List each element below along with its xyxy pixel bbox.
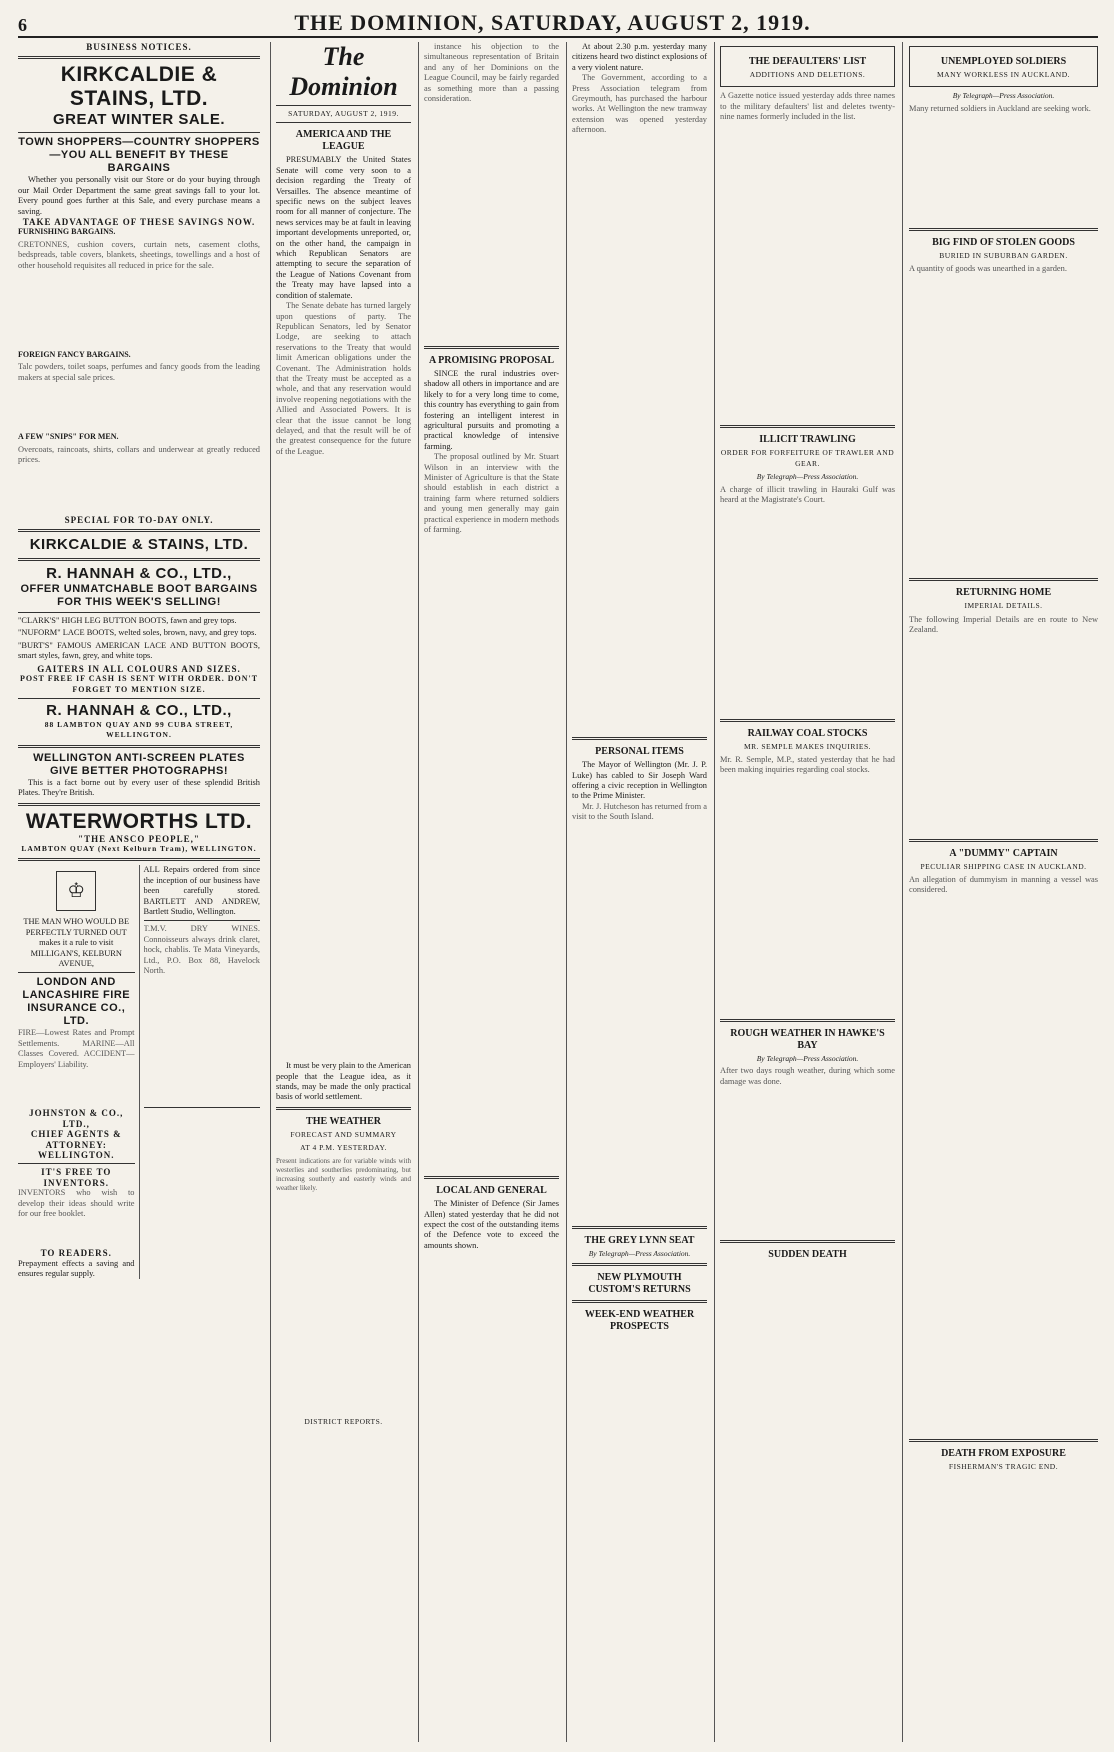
ad-hannah-address: 88 LAMBTON QUAY AND 99 CUBA STREET, WELLINGTON. xyxy=(44,719,234,740)
ad-hannah-footer: R. HANNAH & CO., LTD., xyxy=(46,701,232,719)
tailor-emblem-icon: ♔ xyxy=(56,871,96,911)
editorial-body: PRESUMABLY the United States Senate will come very soon to a decision regarding the Treaty of Versailles. The absence meantime of specific news on the subject leaves room for all manner of conjecture. The news services may be at fault in leaving important developments unreported, or, on the other hand, the campaign in which Republican Senators are attempting to secure the separation of the League of Nations Covenant from the Treaty may have lapsed into a condition of stalemate. xyxy=(276,155,411,300)
exposure-headline: DEATH FROM EXPOSURE xyxy=(941,1448,1066,1460)
newspaper-title: THE DOMINION, SATURDAY, AUGUST 2, 1919. xyxy=(294,10,811,35)
business-notices-column: BUSINESS NOTICES. KIRKCALDIE & STAINS, LTD. GREAT WINTER SALE. TOWN SHOPPERS—COUNTRY SHOPPERS—YOU ALL BENEFIT BY THESE BARGAINS Whether you personally visit our Store or do your buying through our Mail Order Department the same great savings fall to your lot. Every pound goes further at this Sale, and every purchase means a saving. TAKE ADVANTAGE OF THESE SAVINGS NOW. FURNISHING BARGAINS. CRETONNES, cushion covers, curtain nets, casement cloths, bedspreads, table covers, blankets, sheetings, towellings and a host of other household requisites all reduced in price for the sale. FOREIGN FANCY BARGAINS. Talc powders, toilet soaps, perfumes and fancy goods from the leading makers at special sale prices. A FEW "SNIPS" FOR MEN. Overcoats, raincoats, shirts, collars and underwear at greatly reduced prices. SPECIAL FOR TO-DAY ONLY. KIRKCALDIE & STAINS, LTD. R. HANNAH & CO., LTD., OFFER UNMATCHABLE BOOT BARGAINS FOR THIS WEEK'S SELLING! "CLARK'S" HIGH LEG BUTTON BOOTS, fawn and grey tops. "NUFORM" LACE BOOTS, welted soles, brown, navy, and grey tops. "BURT'S" FAMOUS AMERICAN LACE AND BUTTON BOOTS, smart styles, fawn, grey, and white tops. GAITERS IN ALL COLOURS AND SIZES. POST FREE IF CASH IS SENT WITH ORDER. DON'T FORGET TO MENTION SIZE. R. HANNAH & CO., LTD., 88 LAMBTON QUAY AND 99 CUBA STREET, WELLINGTON. WELLINGTON ANTI-SCREEN PLATES GIVE BETTER PHOTOGRAPHS! This is a fact borne out by every user of these splendid British Plates. They're British. WATERWORTHS LTD. "THE ANSCO PEOPLE," LAMBTON QUAY (Next Kelburn Tram), WELLINGTON. ♔ THE MAN WHO WOULD BE PERFECTLY TURNED OUT makes it a rule to visit MILLIGAN'S, KELBURN AVENUE, LONDON AND LANCASHIRE FIRE INSURANCE CO., LTD. FIRE—Lowest Rates and Prompt Settlements. MARINE—All Classes Covered. ACCIDENT—Employers' Liability. JOHNSTON & CO., LTD., CHIEF AGENTS & ATTORNEY: WELLINGTON. IT'S FREE TO INVENTORS. INVENTORS who wish to develop their ideas should write for our free booklet. TO READERS. Prepayment effects a saving and ensures regular supply. ALL Repairs ordered from since the inception of our business have been carefully stored. BARTLETT AND ANDREW, Bartlett Studio, Wellington. T.M.V. DRY WINES. Connoisseurs always drink claret, hock, chablis. Te Mata Vineyards, Ltd., P.O. Box 88, Havelock North. xyxy=(18,42,260,1279)
ad-anti-screen-body: This is a fact borne out by every user of these splendid British Plates. They're British. xyxy=(18,777,260,798)
returning-home-headline: RETURNING HOME xyxy=(955,587,1052,599)
ad-waterworths-address: LAMBTON QUAY (Next Kelburn Tram), WELLINGTON. xyxy=(21,843,257,853)
defaulters-headline: THE DEFAULTERS' LIST xyxy=(748,56,867,67)
ad-kirkcaldie-sub: TOWN SHOPPERS—COUNTRY SHOPPERS—YOU ALL BENEFIT BY THESE BARGAINS xyxy=(18,136,260,175)
coal-headline: RAILWAY COAL STOCKS xyxy=(747,727,868,739)
ad-hannah-post: POST FREE IF CASH IS SENT WITH ORDER. DON'T FORGET TO MENTION SIZE. xyxy=(19,674,259,694)
local-general-body: The Minister of Defence (Sir James Allen) stated yesterday that he did not expect the cost of the outstanding items of the Defence vote to exceed the amounts shown. xyxy=(424,1199,559,1250)
ad-kirkcaldie-footer: KIRKCALDIE & STAINS, LTD. xyxy=(29,536,249,554)
ad-insurance-chief: CHIEF AGENTS & ATTORNEY: xyxy=(30,1129,122,1150)
news-column-4: At about 2.30 p.m. yesterday many citizens heard two distinct explosions of a very violent nature. The Government, according to a Press Association telegram from Greymouth, has purchased the harbour works. At Wellington the new tramway extension was opened yesterday afternoon. PERSONAL ITEMS The Mayor of Wellington (Mr. J. P. Luke) has cabled to Sir Joseph Ward offering a civic reception in Wellington to the Prime Minister. Mr. J. Hutcheson has returned from a visit to the South Island. THE GREY LYNN SEAT By Telegraph—Press Association. NEW PLYMOUTH CUSTOM'S RETURNS WEEK-END WEATHER PROSPECTS xyxy=(566,42,712,1742)
unemployed-sub: MANY WORKLESS IN AUCKLAND. xyxy=(936,70,1070,79)
ad-waterworths-name: WATERWORTHS LTD. xyxy=(25,809,253,833)
proposal-headline: A PROMISING PROPOSAL xyxy=(428,355,554,366)
ad-kirkcaldie-dept1: FURNISHING BARGAINS. xyxy=(18,227,116,237)
ad-insurance-agents: JOHNSTON & CO., LTD., xyxy=(29,1108,124,1129)
weather-districts: DISTRICT REPORTS. xyxy=(304,1416,383,1426)
weather-time: AT 4 P.M. YESTERDAY. xyxy=(300,1143,387,1153)
unemployed-headline: UNEMPLOYED SOLDIERS xyxy=(940,56,1067,67)
editorial-column: The Dominion SATURDAY, AUGUST 2, 1919. AMERICA AND THE LEAGUE PRESUMABLY the United States Senate will come very soon to a decision regarding the Treaty of Versailles. The absence meantime of specific news on the subject leaves room for all manner of conjecture. The news services may be at fault in leaving important developments unreported, or, on the other hand, the campaign in which Republican Senators are attempting to secure the separation of the League of Nations Covenant from the Treaty may have lapsed into a condition of stalemate. The Senate debate has turned largely upon questions of party. The Republican Senators, led by Senator Lodge, are seeking to attach reservations to the Treaty that would limit American obligations under the Covenant. The Administration holds that the Treaty must be accepted as a whole, and that any reservation would involve reopening negotiations with the Allied and Associated Powers. It is clear that the issue cannot be long delayed, and that the result will be of the greatest consequence for the future of the League. It must be very plain to the American people that the League idea, as it stands, may be made the only practical basis of world settlement. THE WEATHER FORECAST AND SUMMARY AT 4 P.M. YESTERDAY. Present indications are for variable winds with westerlies and southerlies predominating, but increasing southerly and easterly winds and weather likely. DISTRICT REPORTS. xyxy=(270,42,416,1742)
coal-sub: MR. SEMPLE MAKES INQUIRIES. xyxy=(743,741,872,751)
defaulters-sub: ADDITIONS AND DELETIONS. xyxy=(749,70,866,79)
stolen-goods-sub: BURIED IN SUBURBAN GARDEN. xyxy=(939,250,1068,260)
ad-insurance-city: WELLINGTON. xyxy=(37,1150,115,1160)
dummy-captain-sub: PECULIAR SHIPPING CASE IN AUCKLAND. xyxy=(920,861,1087,871)
ad-kirkcaldie-headline: GREAT WINTER SALE. xyxy=(52,111,226,129)
proposal-body: SINCE the rural industries over-shadow all others in importance and are likely to for a very long time to come, this country has everything to gain from fostering an intelligent interest in agricultural pursuits and promoting a practical knowledge of intensive farming. xyxy=(424,369,559,451)
ad-hannah-headline: OFFER UNMATCHABLE BOOT BARGAINS FOR THIS WEEK'S SELLING! xyxy=(20,583,258,609)
weekend-weather-headline: WEEK-END WEATHER PROSPECTS xyxy=(584,1309,695,1333)
weather-sub: FORECAST AND SUMMARY xyxy=(290,1129,397,1139)
page-columns xyxy=(18,42,1098,1742)
trawling-sub: ORDER FOR FORFEITURE OF TRAWLER AND GEAR. xyxy=(720,448,895,468)
news-column-5: THE DEFAULTERS' LIST ADDITIONS AND DELETIONS. A Gazette notice issued yesterday adds three names to the military defaulters' list and deletes twenty-nine names formerly included in the list. ILLICIT TRAWLING ORDER FOR FORFEITURE OF TRAWLER AND GEAR. By Telegraph—Press Association. A charge of illicit trawling in Hauraki Gulf was heard at the Magistrate's Court. RAILWAY COAL STOCKS MR. SEMPLE MAKES INQUIRIES. Mr. R. Semple, M.P., stated yesterday that he had been making inquiries regarding coal stocks. ROUGH WEATHER IN HAWKE'S BAY By Telegraph—Press Association. After two days rough weather, during which some damage was done. SUDDEN DEATH xyxy=(714,42,900,1742)
section-label: BUSINESS NOTICES. xyxy=(86,42,192,52)
personal-items-body: The Mayor of Wellington (Mr. J. P. Luke) has cabled to Sir Joseph Ward offering a civic reception in Wellington to the Prime Minister. xyxy=(572,760,707,801)
ad-kirkcaldie-intro: Whether you personally visit our Store or do your buying through our Mail Order Department the same great savings fall to your lot. Every pound goes further at this Sale, and every purchase means a saving. xyxy=(18,175,260,216)
local-general-headline: LOCAL AND GENERAL xyxy=(436,1185,547,1197)
ad-kirkcaldie-special: SPECIAL FOR TO-DAY ONLY. xyxy=(64,514,214,525)
ad-hannah-line: "NUFORM" LACE BOOTS, welted soles, brown, navy, and grey tops. xyxy=(18,628,257,638)
ad-inventors: IT'S FREE TO INVENTORS. xyxy=(41,1167,112,1188)
ad-hannah-line: "CLARK'S" HIGH LEG BUTTON BOOTS, fawn and grey tops. xyxy=(18,616,237,626)
ad-hannah-gaiters: GAITERS IN ALL COLOURS AND SIZES. xyxy=(37,663,241,674)
proposal-column: instance his objection to the simultaneous representation of Britain and any of her Dominions on the League Council, may be fairly regarded as something more than a passing consideration. A PROMISING PROPOSAL SINCE the rural industries over-shadow all others in importance and are likely to for a very long time to come, this country has everything to gain from fostering an intelligent interest in agricultural pursuits and promoting a practical knowledge of intensive farming. The proposal outlined by Mr. Stuart Wilson in an interview with the Minister of Agriculture is that the State should establish in each district a training farm where returned soldiers and young men generally may gain practical experience in modern methods of farming. LOCAL AND GENERAL The Minister of Defence (Sir James Allen) stated yesterday that he did not expect the cost of the outstanding items of the Defence vote to exceed the amounts shown. xyxy=(418,42,564,1742)
page-number: 6 xyxy=(18,15,27,35)
ad-hannah-line: "BURT'S" FAMOUS AMERICAN LACE AND BUTTON BOOTS, smart styles, fawn, grey, and white tops. xyxy=(18,640,260,661)
ad-kirkcaldie-dept3: A FEW "SNIPS" FOR MEN. xyxy=(18,432,119,442)
customs-headline: NEW PLYMOUTH CUSTOM'S RETURNS xyxy=(588,1272,691,1296)
ad-hannah-name: R. HANNAH & CO., LTD., xyxy=(46,565,232,583)
trawling-byline: By Telegraph—Press Association. xyxy=(756,472,859,482)
editorial-headline: AMERICA AND THE LEAGUE xyxy=(295,129,392,153)
editorial-date: SATURDAY, AUGUST 2, 1919. xyxy=(288,109,399,118)
editorial-body-2: It must be very plain to the American people that the League idea, as it stands, may be made the only practical basis of world settlement. xyxy=(276,1061,411,1102)
stolen-goods-headline: BIG FIND OF STOLEN GOODS xyxy=(932,236,1075,248)
ad-bartlett: ALL Repairs ordered from since the inception of our business have been carefully stored. BARTLETT AND ANDREW, Bartlett Studio, Wellington. xyxy=(143,865,260,916)
masthead xyxy=(18,8,1098,38)
trawling-headline: ILLICIT TRAWLING xyxy=(759,434,856,446)
ad-kirkcaldie-dept2: FOREIGN FANCY BARGAINS. xyxy=(18,349,131,359)
hawkes-bay-byline: By Telegraph—Press Association. xyxy=(756,1054,859,1064)
weather-heading: THE WEATHER xyxy=(306,1115,381,1127)
hawkes-bay-headline: ROUGH WEATHER IN HAWKE'S BAY xyxy=(730,1028,885,1052)
editorial-masthead: The Dominion xyxy=(289,42,398,101)
grey-lynn-headline: THE GREY LYNN SEAT xyxy=(584,1234,695,1246)
ad-kirkcaldie-take: TAKE ADVANTAGE OF THESE SAVINGS NOW. xyxy=(22,217,256,228)
ad-waterworths-sub: "THE ANSCO PEOPLE," xyxy=(78,833,200,844)
ad-london-lancashire: LONDON AND LANCASHIRE FIRE INSURANCE CO., LTD. xyxy=(22,976,131,1028)
ad-kirkcaldie-name: KIRKCALDIE & STAINS, LTD. xyxy=(60,63,218,111)
exposure-sub: FISHERMAN'S TRAGIC END. xyxy=(948,1462,1059,1472)
dummy-captain-headline: A "DUMMY" CAPTAIN xyxy=(949,847,1058,859)
grey-lynn-byline: By Telegraph—Press Association. xyxy=(588,1248,691,1258)
personal-items-headline: PERSONAL ITEMS xyxy=(595,746,684,758)
sudden-death-headline: SUDDEN DEATH xyxy=(768,1249,847,1261)
news-column-6: UNEMPLOYED SOLDIERS MANY WORKLESS IN AUCKLAND. By Telegraph—Press Association. Many returned soldiers in Auckland are seeking work. BIG FIND OF STOLEN GOODS BURIED IN SUBURBAN GARDEN. A quantity of goods was unearthed in a garden. RETURNING HOME IMPERIAL DETAILS. The following Imperial Details are en route to New Zealand. A "DUMMY" CAPTAIN PECULIAR SHIPPING CASE IN AUCKLAND. An allegation of dummyism in manning a vessel was considered. DEATH FROM EXPOSURE FISHERMAN'S TRAGIC END. xyxy=(902,42,1098,1742)
ad-milligans: THE MAN WHO WOULD BE PERFECTLY TURNED OUT makes it a rule to visit MILLIGAN'S, KELBURN AVENUE, xyxy=(23,917,130,968)
ad-to-readers: TO READERS. xyxy=(40,1248,112,1259)
returning-home-sub: IMPERIAL DETAILS. xyxy=(964,601,1043,611)
ad-readers-rates: Prepayment effects a saving and ensures regular supply. xyxy=(18,1258,135,1279)
ad-anti-screen-headline: WELLINGTON ANTI-SCREEN PLATES GIVE BETTER PHOTOGRAPHS! xyxy=(33,751,245,777)
unemployed-byline: By Telegraph—Press Association. xyxy=(952,91,1055,101)
explosion-report: At about 2.30 p.m. yesterday many citizens heard two distinct explosions of a very violent nature. xyxy=(572,42,707,72)
